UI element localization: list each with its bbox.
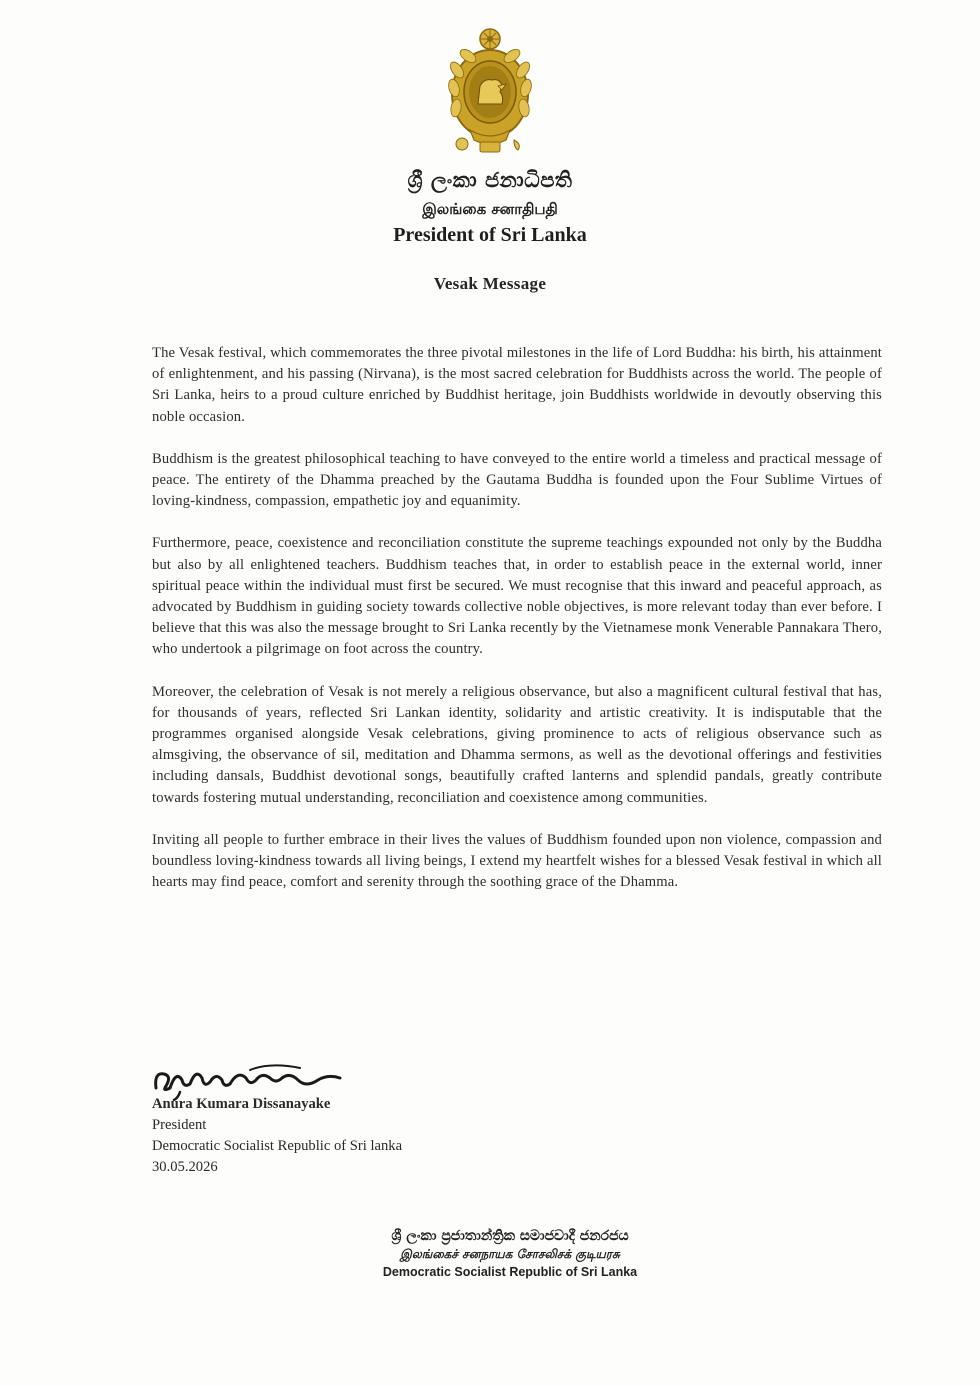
footer-line-sinhala: ශ්‍රී ලංකා ප්‍රජාතාන්ත්‍රික සමාජවාදී ජනරජය bbox=[391, 1228, 629, 1244]
letter-footer bbox=[0, 1226, 980, 1281]
letter-date: 30.05.2026 bbox=[152, 1159, 218, 1175]
paragraph: Moreover, the celebration of Vesak is not merely a religious observance, but also a magnificent cultural festival that has, for thousands of years, reflected Sri Lankan identity, solidarity and artistic creativity. It is indisputable that the programmes organised alongside Vesak celebrations, giving prominence to acts of religious observance such as almsgiving, the observance of sil, meditation and Dhamma sermons, as well as the devotional offerings and festivities including dansals, Buddhist devotional songs, beautifully crafted lanterns and splendid pandals, greatly contribute towards fostering mutual understanding, reconciliation and coexistence among communities. bbox=[152, 683, 882, 806]
message-body bbox=[152, 343, 882, 914]
signatory-organisation: Democratic Socialist Republic of Sri lanka bbox=[152, 1138, 403, 1154]
signatory-position: President bbox=[152, 1117, 207, 1133]
letterhead-title-tamil: இலங்கை சனாதிபதி bbox=[422, 200, 558, 218]
paragraph: Inviting all people to further embrace in their lives the values of Buddhism founded upon non violence, compassion and boundless loving-kindness towards all living beings, I extend my heartfelt wishes for a blessed Vesak festival in which all hearts may find peace, comfort and serenity through the soothing grace of the Dhamma. bbox=[152, 831, 882, 891]
sri-lanka-emblem-icon bbox=[440, 26, 540, 158]
footer-line-tamil: இலங்கைச் சனநாயக சோசலிசக் குடியரசு bbox=[400, 1247, 620, 1261]
footer-line-english: Democratic Socialist Republic of Sri Lanka bbox=[382, 1265, 638, 1279]
paragraph: The Vesak festival, which commemorates the three pivotal milestones in the life of Lord Buddha: his birth, his attainment of enlightenment, and his passing (Nirvana), is the most sacred celebration for Buddhists across the world. The people of Sri Lanka, heirs to a proud culture enriched by Buddhist heritage, join Buddhists worldwide in devoutly observing this noble occasion. bbox=[152, 345, 882, 425]
signatory-block bbox=[152, 1094, 402, 1178]
document-title: Vesak Message bbox=[433, 274, 547, 293]
signatory-name: Anura Kumara Dissanayake bbox=[152, 1096, 331, 1112]
letterhead-title-english: President of Sri Lanka bbox=[393, 224, 587, 246]
paragraph: Buddhism is the greatest philosophical teaching to have conveyed to the entire world a timeless and practical message of peace. The entirety of the Dhamma preached by the Gautama Buddha is founded upon the Four Sublime Virtues of loving-kindness, compassion, empathetic joy and equanimity. bbox=[152, 450, 882, 510]
paragraph: Furthermore, peace, coexistence and reconciliation constitute the supreme teachings expounded not only by the Buddha but also by all enlightened teachers. Buddhism teaches that, in order to establish peace in the external world, inner spiritual peace within the individual must first be secured. We must recognise that this inward and peaceful approach, as advocated by Buddhism in guiding society towards collective noble objectives, is more relevant today than ever before. I believe that this was also the message brought to Sri Lanka recently by the Vietnamese monk Venerable Pannakara Thero, who undertook a pilgrimage on foot across the country. bbox=[152, 535, 882, 658]
letterhead-title-sinhala: ශ්‍රී ලංකා ජනාධිපති bbox=[407, 168, 573, 192]
